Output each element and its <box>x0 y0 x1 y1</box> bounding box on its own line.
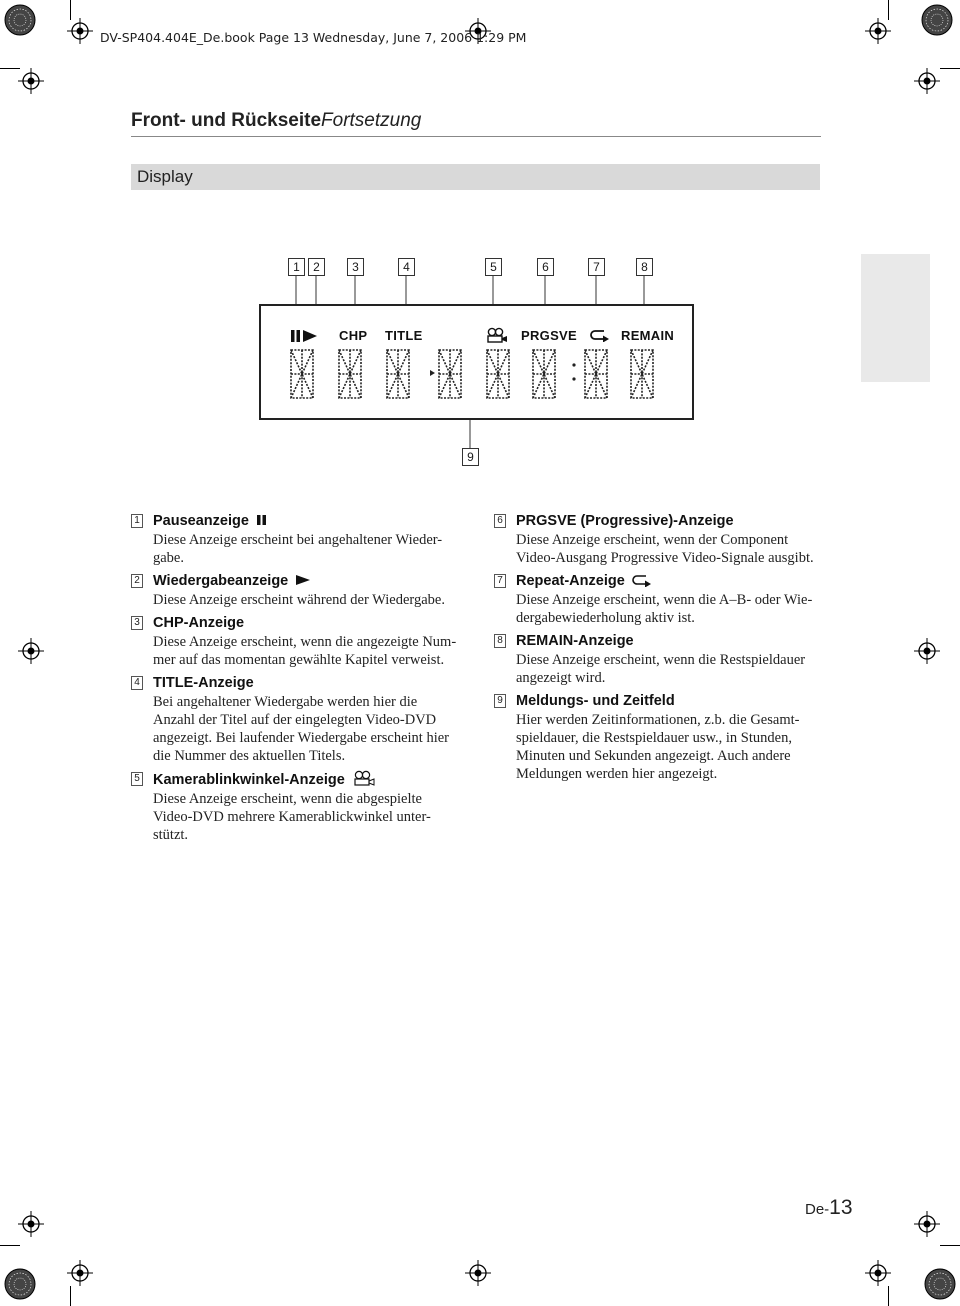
list-item <box>131 614 461 669</box>
callout-leaders <box>0 0 960 500</box>
section-title: Display <box>137 167 193 186</box>
item-number: 8 <box>494 634 506 648</box>
item-heading: CHP-Anzeige <box>153 615 245 631</box>
prgsve-indicator: PRGSVE <box>521 328 577 343</box>
chp-indicator: CHP <box>339 328 368 343</box>
item-heading: PRGSVE (Progressive)-Anzeige <box>516 513 734 529</box>
pause-play-icon <box>291 329 331 343</box>
item-text: angezeigt wird. <box>516 670 606 686</box>
item-text: Video-Ausgang Progressive Video-Signale ausgibt. <box>516 550 814 566</box>
item-number: 1 <box>131 514 143 528</box>
item-text: Diese Anzeige erscheint, wenn die angezeigte Num- <box>153 634 457 650</box>
page-number-value: 13 <box>829 1196 853 1219</box>
item-heading: Pauseanzeige <box>153 513 249 529</box>
item-text: Bei angehaltener Wiedergabe werden hier die <box>153 694 418 710</box>
callout-6: 6 <box>537 258 554 276</box>
callout-4: 4 <box>398 258 415 276</box>
callout-1: 1 <box>288 258 305 276</box>
item-heading: Wiedergabeanzeige <box>153 573 289 589</box>
item-heading: Meldungs- und Zeitfeld <box>516 693 675 709</box>
item-text: Diese Anzeige erscheint, wenn die abgespielte <box>153 791 422 807</box>
item-text: Diese Anzeige erscheint, wenn die A–B- oder Wie- <box>516 592 813 608</box>
item-text: gabe. <box>153 550 184 566</box>
page-title-main: Front- und Rückseite <box>131 110 322 131</box>
item-text: Meldungen werden hier angezeigt. <box>516 766 718 782</box>
page-title-continued: Fortsetzung <box>321 110 422 131</box>
item-number: 6 <box>494 514 506 528</box>
item-list-right <box>494 512 824 788</box>
page-number <box>805 1196 853 1220</box>
item-number: 9 <box>494 694 506 708</box>
list-item <box>131 572 461 609</box>
item-number: 2 <box>131 574 143 588</box>
repeat-icon <box>631 573 653 587</box>
callout-5: 5 <box>485 258 502 276</box>
title-indicator: TITLE <box>385 328 423 343</box>
item-heading: Kamerablinkwinkel-Anzeige <box>153 772 345 788</box>
remain-indicator: REMAIN <box>621 328 675 343</box>
item-heading: TITLE-Anzeige <box>153 675 254 691</box>
item-text: dergabewiederholung aktiv ist. <box>516 610 695 626</box>
page-number-prefix: De- <box>805 1201 830 1218</box>
list-item <box>494 692 824 783</box>
list-item <box>131 770 461 844</box>
item-text: spieldauer, die Restspieldauer usw., in Stunden, <box>516 730 792 746</box>
item-number: 3 <box>131 616 143 630</box>
item-heading: Repeat-Anzeige <box>516 573 625 589</box>
callout-8: 8 <box>636 258 653 276</box>
list-item <box>494 512 824 567</box>
item-text: Video-DVD mehrere Kamerablickwinkel unter- <box>153 809 431 825</box>
item-text: stützt. <box>153 827 189 843</box>
book-info: DV-SP404.404E_De.book Page 13 Wednesday, June 7, 2006 1:29 PM <box>100 30 527 45</box>
display-panel <box>259 304 694 420</box>
segment-digits <box>261 346 692 416</box>
item-text: mer auf das momentan gewählte Kapitel verweist. <box>153 652 445 668</box>
item-text: Diese Anzeige erscheint während der Wiedergabe. <box>153 592 445 608</box>
pause-icon <box>256 514 268 526</box>
item-text: Diese Anzeige erscheint, wenn der Component <box>516 532 789 548</box>
item-number: 7 <box>494 574 506 588</box>
item-text: Minuten und Sekunden angezeigt. Auch andere <box>516 748 791 764</box>
item-text: Hier werden Zeitinformationen, z.b. die Gesamt- <box>516 712 800 728</box>
item-text: Anzahl der Titel auf der eingelegten Video-DVD <box>153 712 437 728</box>
item-number: 4 <box>131 676 143 690</box>
item-text: die Nummer des aktuellen Titels. <box>153 748 346 764</box>
repeat-icon <box>589 328 611 342</box>
callout-7: 7 <box>588 258 605 276</box>
item-number: 5 <box>131 772 143 786</box>
item-text: Diese Anzeige erscheint, wenn die Restspieldauer <box>516 652 806 668</box>
list-item <box>131 512 461 567</box>
camera-icon <box>354 770 376 787</box>
item-text: Diese Anzeige erscheint bei angehaltener Wieder- <box>153 532 443 548</box>
item-list-left <box>131 512 461 849</box>
item-heading: REMAIN-Anzeige <box>516 633 634 649</box>
callout-9: 9 <box>462 448 479 466</box>
callout-2: 2 <box>308 258 325 276</box>
list-item <box>131 674 461 765</box>
callout-3: 3 <box>347 258 364 276</box>
camera-icon <box>487 327 509 344</box>
play-icon <box>295 574 311 586</box>
item-text: angezeigt. Bei laufender Wiedergabe erscheint hier <box>153 730 449 746</box>
list-item <box>494 572 824 627</box>
list-item <box>494 632 824 687</box>
